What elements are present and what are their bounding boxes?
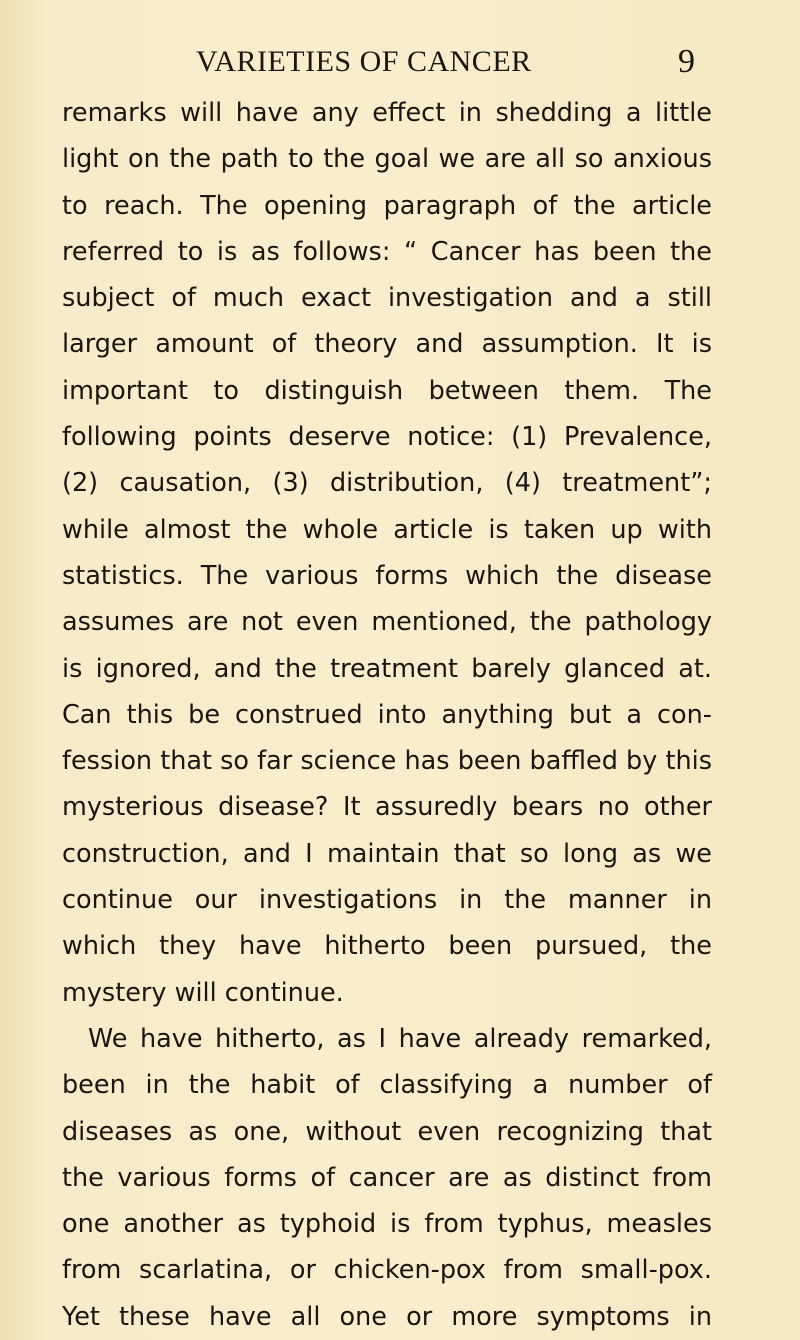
text-line: assumes are not even mentioned, the pathology bbox=[62, 607, 712, 638]
text-line: fession that so far science has been baffled by this bbox=[62, 746, 712, 777]
text-line: (2) causation, (3) distribution, (4) treatment”; bbox=[62, 468, 712, 499]
text-line: while almost the whole article is taken up with bbox=[62, 514, 712, 545]
text-line: referred to is as follows: “ Cancer has been the bbox=[62, 236, 712, 267]
text-line: Can this be construed into anything but a con- bbox=[62, 699, 712, 730]
text-line: from scarlatina, or chicken-pox from small-pox. bbox=[62, 1255, 712, 1286]
paragraph-end-line: mystery will continue. bbox=[62, 977, 344, 1008]
text-line: Yet these have all one or more symptoms in bbox=[62, 1301, 712, 1332]
text-line: the various forms of cancer are as distinct from bbox=[62, 1162, 712, 1193]
text-line: to reach. The opening paragraph of the article bbox=[62, 190, 712, 221]
text-line: been in the habit of classifying a number of bbox=[62, 1070, 712, 1101]
paragraph-start-line: We have hitherto, as I have already remarked, bbox=[88, 1023, 712, 1054]
running-title: VARIETIES OF CANCER bbox=[196, 45, 532, 78]
text-line: statistics. The various forms which the disease bbox=[62, 560, 712, 591]
text-line: diseases as one, without even recognizing that bbox=[62, 1116, 712, 1147]
text-line: following points deserve notice: (1) Prevalence, bbox=[62, 422, 712, 453]
text-line: continue our investigations in the manner in bbox=[62, 885, 712, 916]
text-line: mysterious disease? It assuredly bears no other bbox=[62, 792, 712, 823]
text-line: one another as typhoid is from typhus, measles bbox=[62, 1209, 712, 1240]
text-line: remarks will have any effect in shedding a little bbox=[62, 98, 712, 128]
text-line: larger amount of theory and assumption. It is bbox=[62, 329, 712, 360]
page-number: 9 bbox=[678, 43, 695, 80]
body-text bbox=[62, 90, 712, 1340]
text-line: construction, and I maintain that so long as we bbox=[62, 838, 712, 869]
text-line: important to distinguish between them. The bbox=[62, 375, 712, 406]
text-line: light on the path to the goal we are all so anxious bbox=[62, 144, 712, 175]
running-head bbox=[0, 40, 800, 84]
text-line: which they have hitherto been pursued, the bbox=[62, 931, 712, 962]
text-line: is ignored, and the treatment barely glanced at. bbox=[62, 653, 712, 684]
text-line: subject of much exact investigation and a still bbox=[62, 283, 712, 314]
